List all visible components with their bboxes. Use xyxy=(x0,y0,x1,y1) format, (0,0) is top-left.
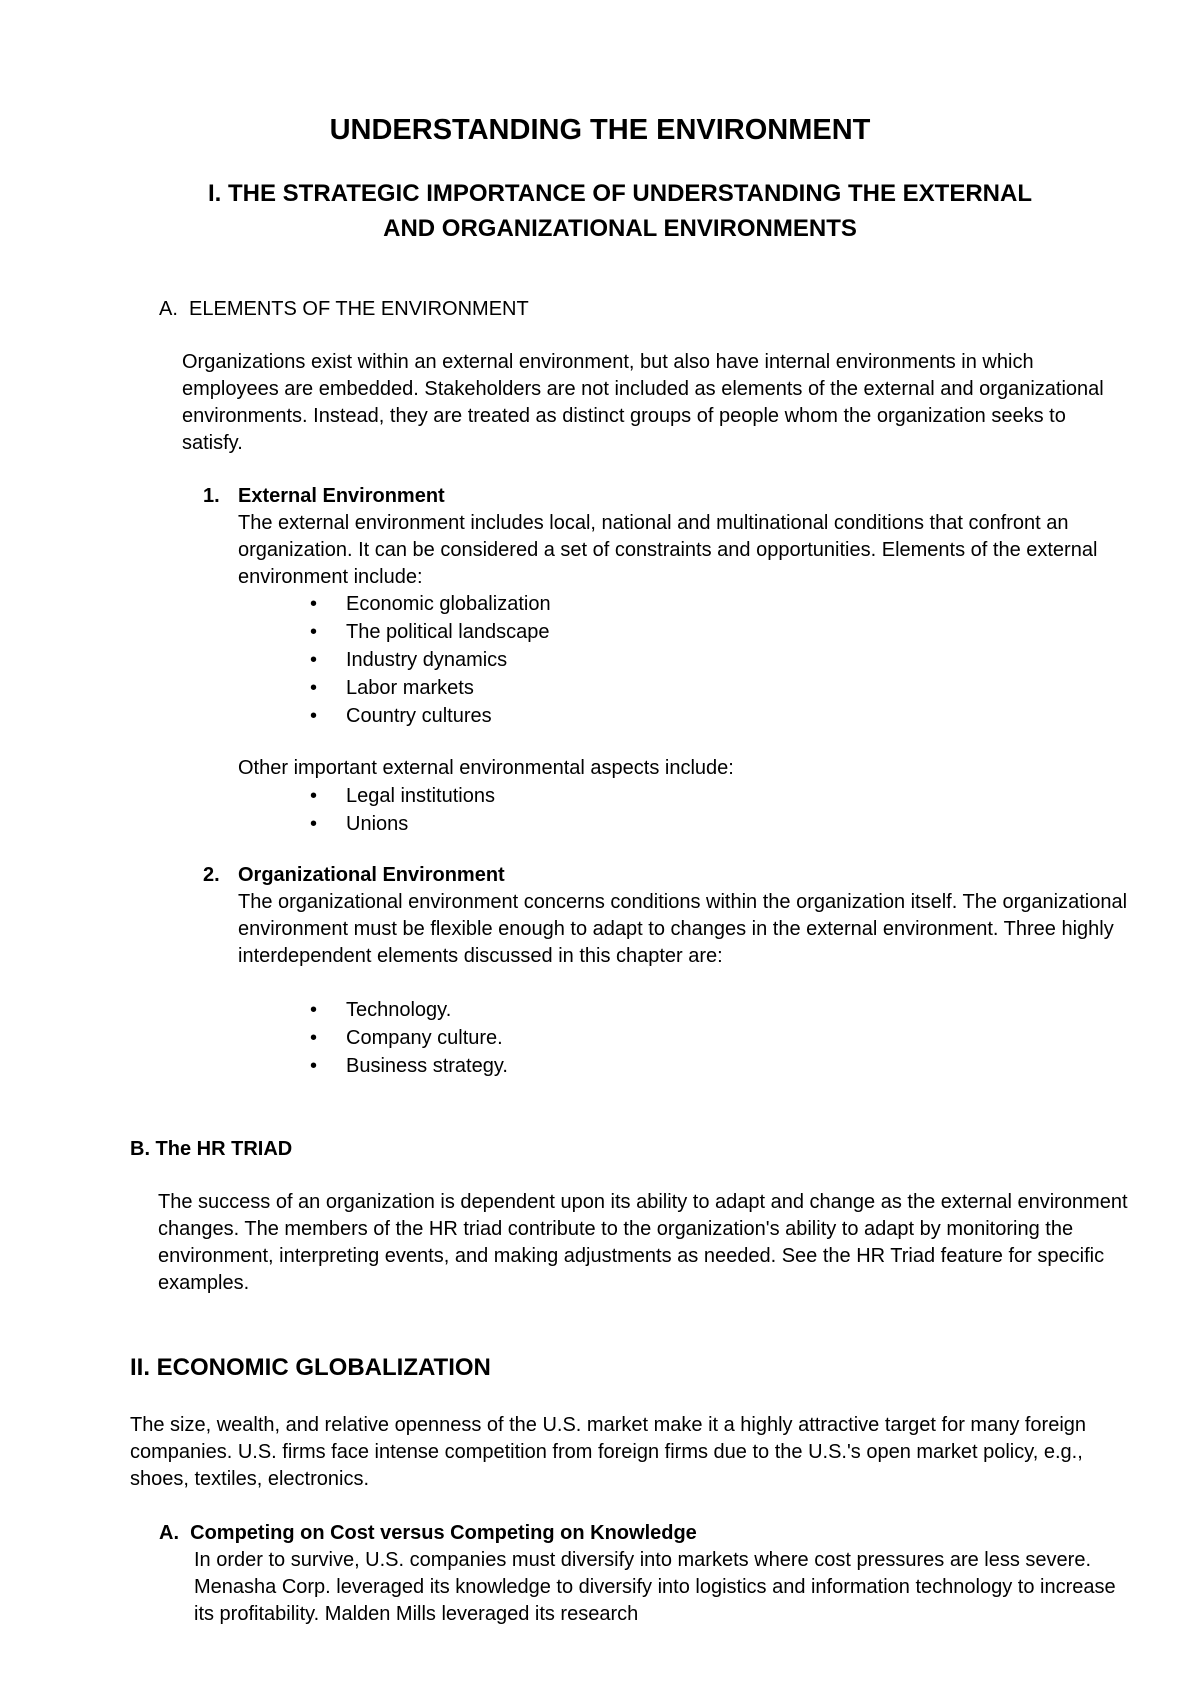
list-item: • Company culture. xyxy=(346,1024,1046,1052)
competing-paragraph: In order to survive, U.S. companies must diversify into markets where cost pressures are less severe. Menasha Corp. leveraged its knowledge to diversify into logistics and information technology to increase its profitability. Malden Mills leveraged its research xyxy=(194,1549,1116,1625)
bullet-icon: • xyxy=(310,593,318,615)
list-item: • Country cultures xyxy=(346,702,1046,730)
item-1-text: The external environment includes local, national and multinational conditions that confront an organization. It can be considered a set of constraints and opportunities. Elements of the external environment include: xyxy=(238,512,1098,588)
bullet-icon: • xyxy=(310,813,318,835)
other-aspects-list xyxy=(310,782,1046,838)
external-environment-item xyxy=(203,483,1133,591)
competing-marker: A. xyxy=(159,1522,179,1544)
bullet-icon: • xyxy=(310,621,318,643)
bullet-icon: • xyxy=(310,1055,318,1077)
list-item: • The political landscape xyxy=(346,618,1046,646)
subsection-a-title: ELEMENTS OF THE ENVIRONMENT xyxy=(189,298,529,320)
item-2-label: Organizational Environment xyxy=(238,864,505,886)
document-title: UNDERSTANDING THE ENVIRONMENT xyxy=(329,114,871,146)
other-aspects-intro: Other important external environmental aspects include: xyxy=(238,757,734,779)
subsection-a-paragraph: Organizations exist within an external environment, but also have internal environments in which employees are embedded. Stakeholders are not included as elements of the external and organizational environments. Instead, they are treated as distinct groups of people whom the organization seeks to satisfy. xyxy=(182,351,1104,454)
bullet-icon: • xyxy=(310,1027,318,1049)
external-elements-list xyxy=(310,590,1046,730)
bullet-icon: • xyxy=(310,999,318,1021)
list-item: • Legal institutions xyxy=(346,782,1046,810)
section-1-heading-line-1: I. THE STRATEGIC IMPORTANCE OF UNDERSTANDING THE EXTERNAL xyxy=(207,180,1032,207)
hr-triad-heading: B. The HR TRIAD xyxy=(130,1138,293,1160)
section-2-paragraph: The size, wealth, and relative openness of the U.S. market make it a highly attractive target for many foreign companies. U.S. firms face intense competition from foreign firms due to the U.S.'s open market policy, e.g., shoes, textiles, electronics. xyxy=(130,1414,1087,1490)
organizational-environment-item xyxy=(203,862,1133,970)
item-2-text: The organizational environment concerns conditions within the organization itself. The organizational environment must be flexible enough to adapt to changes in the external environment. Three highly interdependent elements discussed in this chapter are: xyxy=(238,891,1128,967)
competing-title: Competing on Cost versus Competing on Knowledge xyxy=(190,1522,697,1544)
bullet-icon: • xyxy=(310,705,318,727)
section-1-heading xyxy=(130,176,1110,246)
bullet-icon: • xyxy=(310,649,318,671)
list-item: • Industry dynamics xyxy=(346,646,1046,674)
hr-triad-paragraph: The success of an organization is dependent upon its ability to adapt and change as the external environment changes. The members of the HR triad contribute to the organization's ability to adapt by monitoring the environment, interpreting events, and making adjustments as needed. See the HR Triad feature for specific examples. xyxy=(158,1191,1128,1294)
subsection-a-marker: A. xyxy=(159,298,178,320)
list-item: • Labor markets xyxy=(346,674,1046,702)
item-1-label: External Environment xyxy=(238,485,445,507)
subsection-a-heading xyxy=(159,296,529,323)
bullet-icon: • xyxy=(310,677,318,699)
competing-heading xyxy=(159,1520,697,1547)
list-item: • Unions xyxy=(346,810,1046,838)
bullet-icon: • xyxy=(310,785,318,807)
item-1-number: 1. xyxy=(203,485,220,507)
item-2-number: 2. xyxy=(203,864,220,886)
list-item: • Economic globalization xyxy=(346,590,1046,618)
section-2-heading: II. ECONOMIC GLOBALIZATION xyxy=(130,1354,491,1381)
organizational-elements-list xyxy=(310,996,1046,1080)
section-1-heading-line-2: AND ORGANIZATIONAL ENVIRONMENTS xyxy=(383,215,857,242)
list-item: • Technology. xyxy=(346,996,1046,1024)
list-item: • Business strategy. xyxy=(346,1052,1046,1080)
